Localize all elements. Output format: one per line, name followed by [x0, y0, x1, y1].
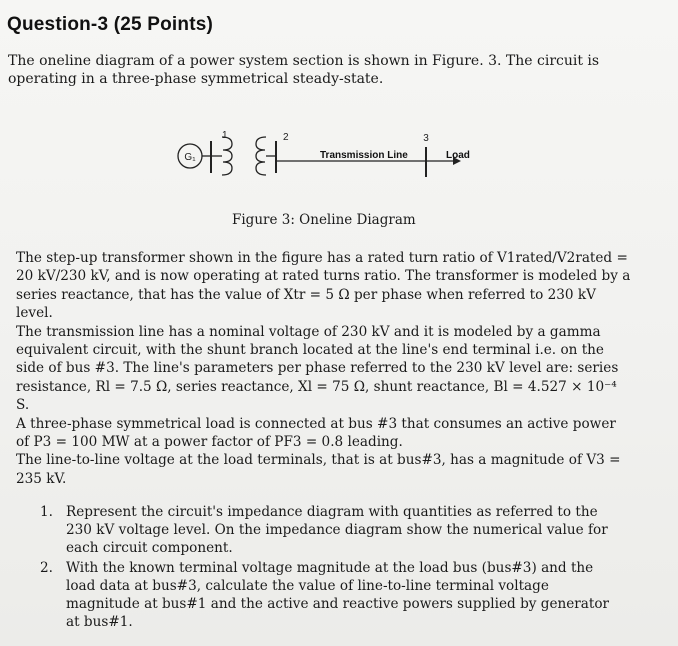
oneline-diagram — [170, 125, 490, 195]
bus-1-label: 1 — [222, 130, 228, 141]
paragraph-voltage: The line-to-line voltage at the load terminals, that is at bus#3, has a magnitude of V3 = 235 kV. — [16, 452, 621, 487]
bus-3-label: 3 — [423, 133, 429, 144]
question-item — [40, 559, 616, 632]
question-item — [40, 503, 616, 558]
paragraph-load: A three-phase symmetrical load is connected at bus #3 that consumes an active power of P3 = 100 MW at a power factor of PF3 = 0.8 leading. — [16, 415, 616, 451]
bus-2-label: 2 — [283, 132, 289, 143]
question-list — [40, 503, 616, 632]
question-number: 2. — [40, 559, 53, 576]
question-text: Represent the circuit's impedance diagram with quantities as referred to the 230 kV voltage level. On the impedance diagram show the numerical value for each circuit component. — [66, 504, 608, 557]
transformer-primary-winding — [222, 137, 232, 175]
generator-label: G₁ — [184, 152, 196, 163]
load-label: Load — [446, 150, 470, 161]
intro-text: The oneline diagram of a power system section is shown in Figure. 3. The circuit is operating in a three-phase symmetrical steady-state. — [8, 53, 600, 87]
oneline-diagram-svg — [170, 125, 490, 195]
paragraph-transformer: The step-up transformer shown in the figure has a rated turn ratio of V1rated/V2rated = 20 kV/230 kV, and is now operating at rated turns ratio. The transformer is modeled by a series reactance, that has the value of Xtr = 5 Ω per phase when referred to 230 kV level. — [16, 250, 631, 322]
problem-statement — [16, 249, 632, 488]
transmission-line-label: Transmission Line — [320, 150, 408, 161]
transformer-secondary-winding — [256, 137, 266, 175]
question-number: 1. — [40, 504, 53, 520]
paragraph-transmission-line: The transmission line has a nominal voltage of 230 kV and it is modeled by a gamma equivalent circuit, with the shunt branch located at the line's end terminal i.e. on the side of bus #3. The line's parameters per phase referred to the 230 kV level are: series resistance, Rl = 7.5 Ω, series reactance, Xl = 75 Ω, shunt reactance, Bl = 4.527 × 10⁻⁴ S. — [16, 323, 619, 414]
question-title: Question-3 (25 Points) — [7, 14, 214, 35]
figure-caption: Figure 3: Oneline Diagram — [232, 212, 416, 228]
question-text: With the known terminal voltage magnitude at the load bus (bus#3) and the load data at bus#3, calculate the value of line-to-line terminal voltage magnitude at bus#1 and the active and reactive powers supplied by generator at bus#1. — [66, 559, 610, 631]
